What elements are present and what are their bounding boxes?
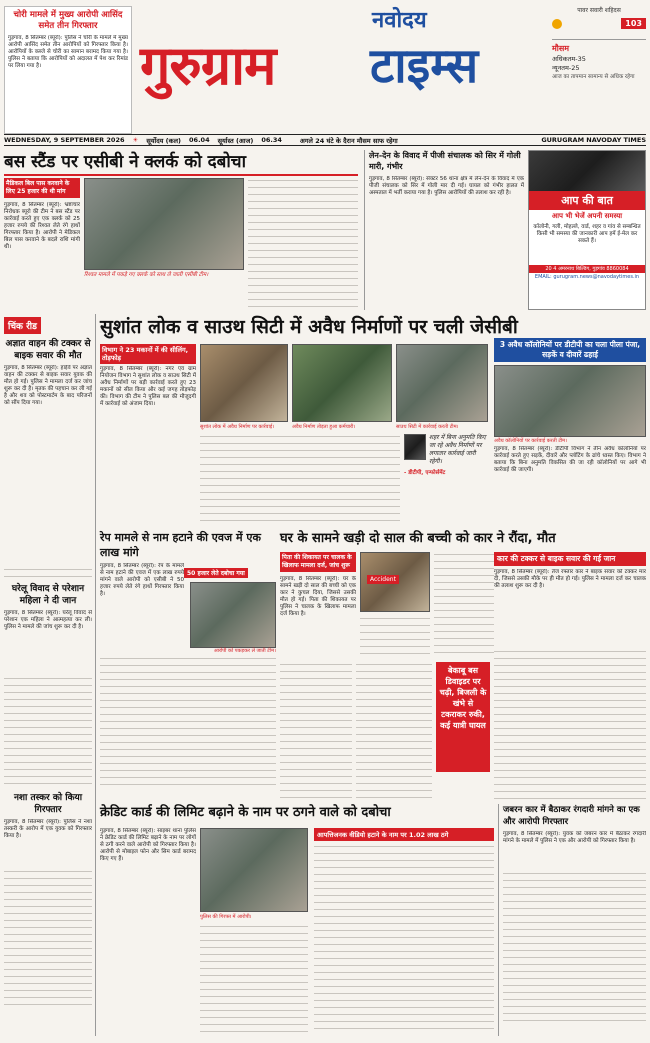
main-headline: [100, 314, 646, 340]
rape-photo: [190, 582, 276, 648]
rape-caption: आरोपी को पकड़कर ले जाती टीम।: [213, 648, 276, 654]
right-top-headline: लेन-देन के विवाद में पीजी संचालक को सिर में गोली मारी, गंभीर: [369, 151, 521, 171]
page-number: 103: [621, 18, 646, 29]
aap-ki-baat-body: कॉलोनी, गली, मोहल्ले, वार्ड, शहर व गांव से सम्बन्धित किसी भी समस्या की जानकारी आप हमें ई-मेल कर सकते हैं।: [533, 224, 641, 244]
bike-story: [494, 552, 646, 800]
main-photo-3: [396, 344, 488, 422]
main-quote-photo: [404, 434, 426, 460]
lead-story: [4, 150, 358, 310]
mid-filler: [280, 662, 352, 800]
date-line: WEDNESDAY, 9 SEPTEMBER 2026: [4, 136, 125, 144]
lead-body-col3: [248, 178, 358, 308]
chief-reed-story2-headline: घरेलू विवाद से परेशान महिला ने दी जान: [11, 584, 85, 606]
weather-title: मौसम: [552, 44, 570, 53]
right-mid-headline: 3 अवैध कॉलोनियों पर डीटीपी का चला पीला पंजा, सड़कें व दीवारें ढहाई: [494, 338, 646, 362]
child-accident-photo: [360, 552, 430, 612]
main-caption-2: अवैध निर्माण तोड़ता हुआ कर्मचारी।: [292, 424, 356, 430]
top-left-body: गुड़गांव, 8 सितम्बर (ब्यूरो): पुलिस ने चोरी के मामले में मुख्य आरोपी आसिंद समेत तीन आरोपियों को गिरफ्तार किया है। आरोपियों के कब्जे से चोरी का सामान बरामद किया गया है। पुलिस ने बताया कि आरोपियों को अदालत में पेश कर रिमांड पर लिया गया है।: [8, 35, 128, 69]
main-quote: शहर में बिना अनुमति किए जा रहे अवैध निर्माणों पर लगातार कार्रवाई जारी रहेगी।: [429, 434, 486, 465]
right-top-body: गुड़गांव, 8 सितम्बर (ब्यूरो): सेक्टर 56 थाना क्षेत्र में लेन-देन के विवाद में एक पीजी संचालक को सिर में गोली मार दी गई। घायल को गंभीर हालत में अस्पताल में भर्ती कराया गया है। पुलिस आरोपियों की तलाश कर रही है।: [369, 176, 524, 196]
rape-body: गुड़गांव, 8 सितम्बर (ब्यूरो): रेप के मामले से नाम हटाने की एवज में एक लाख रुपये मांगने वाले आरोपी को एसीबी ने 50 हजार रुपये लेते रंगे हाथों गिरफ्तार किया है।: [100, 563, 184, 597]
rape-headline: रेप मामले से नाम हटाने की एवज में एक लाख मांगे: [100, 531, 261, 559]
bottom-right-headline: जबरन कार में बैठाकर रंगदारी मांगने का एक और आरोपी गिरफ्तार: [503, 805, 640, 827]
chief-reed-filler1: [4, 567, 92, 577]
lead-headline: बस स्टैंड पर एसीबी ने क्लर्क को दबोचा: [4, 150, 358, 176]
right-mid-body: गुड़गांव, 8 सितम्बर (ब्यूरो): डीटीपी विभाग ने तीन अवैध कॉलोनियों पर कार्रवाई करते हुए सड़कें, दीवारें और प्लॉटिंग के ढांचे ध्वस्त किए। विभाग ने बताया कि बिना अनुमति विकसित की जा रही कॉलोनियों पर आगे भी कार्रवाई की जाएगी।: [494, 446, 646, 473]
credit-story: [100, 804, 494, 1036]
main-body-cols: [200, 434, 400, 522]
main-quote-box: [404, 434, 490, 522]
child-body: गुड़गांव, 8 सितम्बर (ब्यूरो): घर के सामने खड़ी दो साल की बच्ची को एक कार ने कुचल दिया, जिससे उसकी मौत हो गई। पिता की शिकायत पर पुलिस ने चालक के खिलाफ मामला दर्ज किया है।: [280, 576, 356, 617]
chief-reed-label: चिंक रीड: [4, 317, 41, 334]
chief-reed-filler3: [4, 869, 92, 1009]
edition-name: GURUGRAM NAVODAY TIMES: [541, 136, 646, 144]
bike-highlight: बेकाबू बस डिवाइडर पर चढ़ी, बिजली के खंभे से टकराकर रुकी, कई यात्री घायल: [436, 662, 490, 772]
chief-reed-column: [4, 314, 96, 1036]
main-story: [100, 314, 646, 526]
weather-note: आज का तापमान सामान्य से अधिक रहेगा: [552, 74, 635, 80]
child-headline: घर के सामने खड़ी दो साल की बच्ची को कार ने रौंदा, मौत: [280, 531, 556, 546]
lead-photo-caption: रिश्वत मामले में पकड़े गए क्लर्क को साथ ले जाती एसीबी टीम।: [84, 272, 209, 278]
sun-icon: [552, 19, 562, 29]
accident-sign: Accident: [367, 575, 399, 584]
aap-ki-baat-phone: 20 4 अमरनाथ बिल्डिंग, गुड़गांव 8860084: [529, 265, 645, 273]
chief-reed-story1-headline: अज्ञात वाहन की टक्कर से बाइक सवार की मौत: [5, 339, 91, 361]
edition-label: पावर सवारी शहिदस: [577, 7, 621, 14]
chief-reed-story1-body: गुड़गांव, 8 सितम्बर (ब्यूरो): हाईवे पर अज्ञात वाहन की टक्कर से बाइक सवार युवक की मौत हो गई। पुलिस ने मामला दर्ज कर जांच शुरू कर दी है। मृतक की पहचान कर ली गई है और शव को पोस्टमार्टम के बाद परिजनों को सौंप दिया गया।: [4, 365, 92, 406]
credit-caption: पुलिस की गिरफ्त में आरोपी।: [200, 914, 252, 920]
aap-ki-baat-title: आप की बात: [529, 191, 645, 210]
main-caption-1: सुशांत लोक में अवैध निर्माण पर कार्रवाई।: [200, 424, 275, 430]
masthead: [0, 0, 650, 145]
brand-small: नवोदय: [372, 8, 427, 33]
right-mid-photo: [494, 365, 646, 437]
chief-reed-story3-headline: नशा तस्कर को किया गिरफ्तार: [13, 793, 83, 815]
lead-subhead: मैडिकल बिल पास करवाने के लिए 25 हजार की थी मांग: [4, 178, 80, 198]
sunrise-value: 06.04: [189, 136, 210, 144]
credit-sub-banner: आपत्तिजनक वीडियो हटाने के नाम पर 1.02 लाख ठगे: [314, 828, 494, 841]
bike-headline: कार की टक्कर से बाइक सवार की गई जान: [494, 552, 646, 566]
sunset-label: सूर्यास्त (आज): [217, 136, 254, 145]
main-caption-3: साउथ सिटी में कार्रवाई करती टीम।: [396, 424, 459, 430]
child-body-col3: [434, 552, 494, 658]
main-body: गुड़गांव, 8 सितम्बर (ब्यूरो): नगर एवं ग्राम नियोजन विभाग ने सुशांत लोक व साउथ सिटी में अवैध निर्माणों पर बड़ी कार्रवाई करते हुए 23 मकानों को सील किया और कई जगह तोड़फोड़ की। विभाग की टीम ने पुलिस बल की मौजूदगी में कार्रवाई को अंजाम दिया।: [100, 366, 196, 407]
chief-reed-story3-body: गुड़गांव, 8 सितम्बर (ब्यूरो): पुलिस ने नशा तस्करी के आरोप में एक युवक को गिरफ्तार किया है।: [4, 819, 92, 839]
main-photo-2: [292, 344, 392, 422]
top-left-headline: चोरी मामले में मुख्य आरोपी आसिंद समेत तीन गिरफ्तार: [13, 10, 123, 31]
lead-body-col1: गुड़गांव, 8 सितम्बर (ब्यूरो): भ्रष्टाचार निरोधक ब्यूरो की टीम ने बस स्टैंड पर कार्रवाई करते हुए एक क्लर्क को 25 हजार रुपये की रिश्वत लेते रंगे हाथों गिरफ्तार किया है। आरोपी ने मेडिकल बिल पास करवाने के बदले राशि मांगी थी।: [4, 202, 80, 250]
aap-ki-baat-image: [529, 151, 645, 191]
child-body-more: [360, 616, 430, 658]
weather-box: [552, 39, 646, 81]
right-top-story: [364, 150, 524, 310]
page-number-row: [552, 18, 646, 29]
sunset-value: 06.34: [261, 136, 282, 144]
weather-min: न्यूनतम-25: [552, 64, 580, 72]
main-quote-by: - डीटीपी, एन्फोर्समेंट: [404, 470, 446, 476]
chief-reed-story2-body: गुड़गांव, 8 सितम्बर (ब्यूरो): घरेलू विवाद से परेशान एक महिला ने आत्महत्या कर ली। पुलिस ने मामले की जांच शुरू कर दी है।: [4, 610, 92, 630]
lead-photo: [84, 178, 244, 270]
brand-right: टाइम्स: [370, 38, 479, 94]
main-photo-1: [200, 344, 288, 422]
brand-left: गुरुग्राम: [140, 34, 276, 97]
tagline: अगले 24 घंटे के दैरान मौसम साफ रहेगा: [299, 136, 398, 145]
right-mid-caption: अवैध कॉलोनियों पर कार्रवाई करती टीम।: [494, 438, 568, 444]
rape-kicker: 50 हजार लेते दबोचा गया: [184, 568, 248, 578]
main-kicker: विभाग ने 23 मकानों में की सीलिंग, तोड़फोड़: [100, 344, 196, 364]
rape-story: [100, 530, 276, 800]
sunrise-icon: ☀: [132, 136, 139, 144]
bottom-right-body: गुड़गांव, 8 सितम्बर (ब्यूरो): युवक को जबरन कार में बैठाकर रंगदारी मांगने के मामले में पुलिस ने एक और आरोपी को गिरफ्तार किया है।: [503, 831, 646, 844]
aap-ki-baat: [528, 150, 646, 310]
credit-body: गुड़गांव, 8 सितम्बर (ब्यूरो): साइबर थाना पुलिस ने क्रेडिट कार्ड की लिमिट बढ़ाने के नाम पर लोगों से ठगी करने वाले आरोपी को गिरफ्तार किया है। आरोपी से मोबाइल फोन और सिम कार्ड बरामद किए गए हैं।: [100, 828, 196, 862]
credit-headline: क्रेडिट कार्ड की लिमिट बढ़ाने के नाम पर ठगने वाले को दबोचा: [100, 805, 391, 820]
child-kicker: पिता की शिकायत पर चालक के खिलाफ मामला दर्ज, जांच शुरू: [280, 552, 356, 572]
right-mid-story: [494, 338, 646, 526]
aap-ki-baat-email: EMAIL: gurugram.news@navodaytimes.in: [534, 274, 640, 280]
child-filler: [356, 662, 432, 800]
bike-body-more: [494, 649, 646, 799]
edition-box: [552, 6, 646, 130]
bottom-right-story: [498, 804, 646, 1036]
sunrise-label: सूर्योदय (कल): [146, 136, 182, 145]
aap-ki-baat-subtitle: आप भी भेजें अपनी समस्या: [551, 212, 623, 220]
date-strip: [4, 134, 646, 146]
bike-body: गुड़गांव, 8 सितम्बर (ब्यूरो): तेज रफ्तार कार ने बाइक सवार को टक्कर मार दी, जिससे उसकी मौके पर ही मौत हो गई। पुलिस ने मामला दर्ज कर चालक की तलाश शुरू कर दी है।: [494, 569, 646, 589]
main-headline-text: सुशांत लोक व साउथ सिटी में अवैध निर्माणों पर चली जेसीबी: [100, 316, 518, 338]
bottom-right-more: [503, 871, 646, 1021]
credit-sub-body: [314, 844, 494, 1034]
weather-max: अधिकतम-35: [552, 55, 586, 63]
credit-body-more: [200, 924, 308, 1034]
rape-body-more: [100, 656, 276, 790]
top-left-story: [4, 6, 132, 134]
chief-reed-filler2: [4, 676, 92, 786]
credit-photo: [200, 828, 308, 912]
